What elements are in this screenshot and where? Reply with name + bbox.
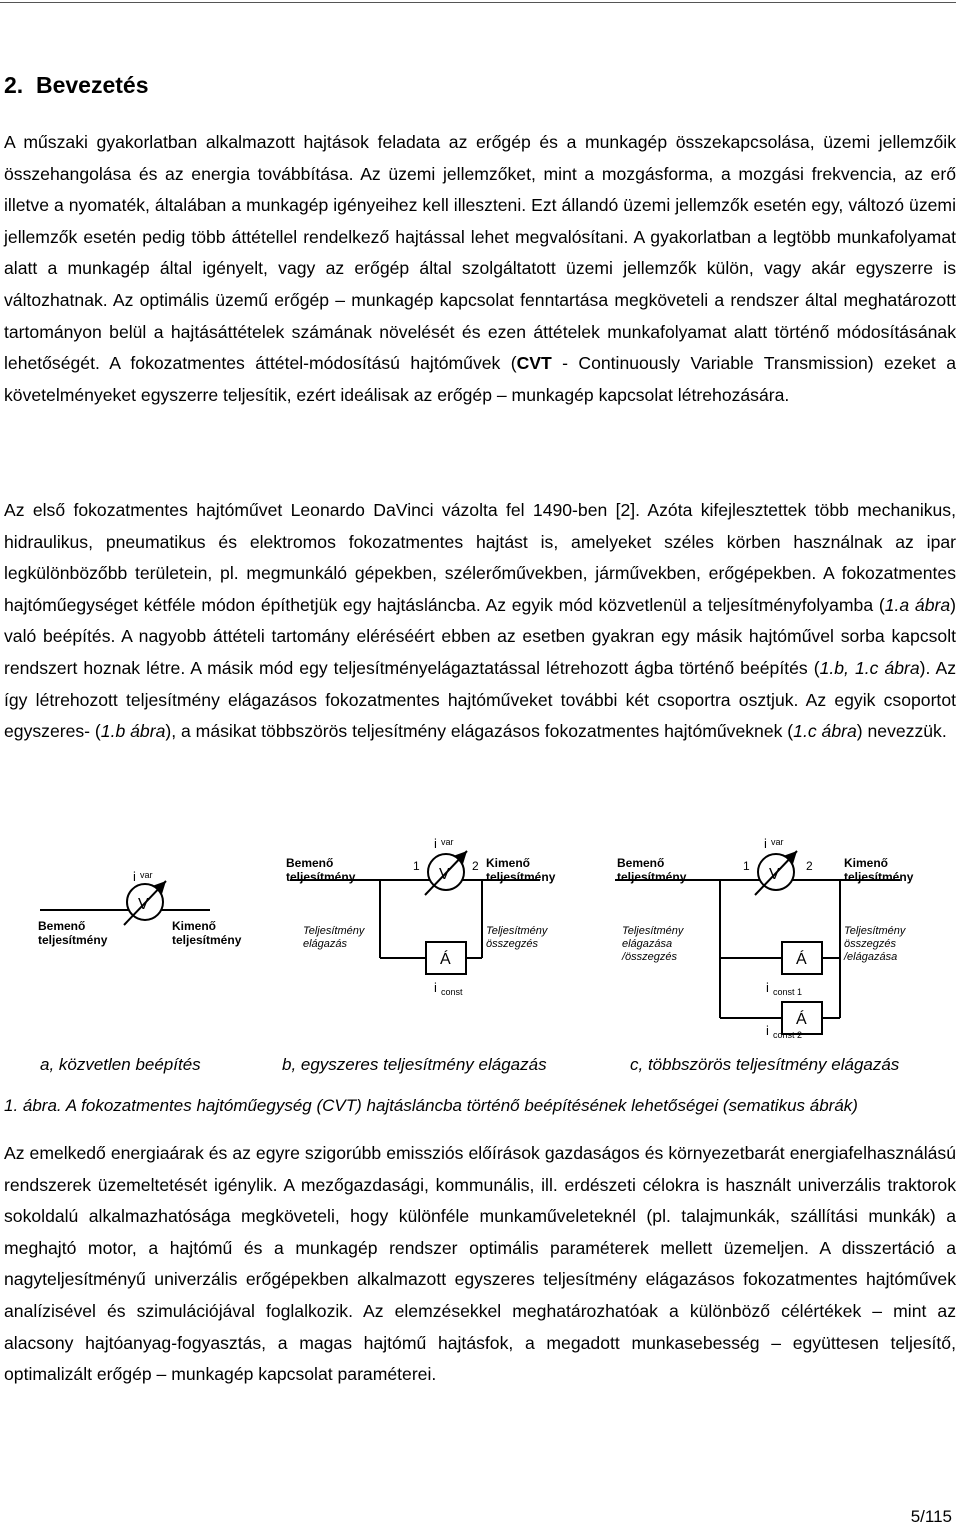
c-i-const2-sub: const 2 (773, 1030, 803, 1040)
b-i-main: i (434, 836, 437, 851)
cvt-schematic-figure (0, 830, 960, 1045)
b-constant-symbol: Á (440, 951, 451, 968)
b-i-var-sub: var (441, 837, 454, 847)
subcaption-b: b, egyszeres teljesítmény elágazás (282, 1055, 547, 1074)
c-constant-symbol-1: Á (796, 951, 807, 968)
c-node-2: 2 (806, 859, 813, 873)
subcaption-a: a, közvetlen beépítés (40, 1055, 201, 1074)
b-variator-symbol: V (439, 866, 450, 883)
a-variator-symbol: V (138, 896, 149, 913)
b-input-l1: Bemenő (286, 856, 334, 870)
b-flow-l2: elágazás (303, 938, 348, 950)
paragraph-2 (4, 495, 956, 748)
c-output-l1: Kimenő (844, 856, 889, 870)
b-flow-r1: Teljesítmény (486, 925, 548, 937)
b-i-const-sub: const (441, 987, 463, 997)
b-output-l2: teljesítmény (486, 870, 556, 884)
a-output-l2: teljesítmény (172, 933, 242, 947)
p1-text-2: - Continuously Variable Transmission) ezeket a követelményeket egyszerre teljesítik, ezért ideálisak az erőgép – munkagép kapcsolat létrehozására. (4, 353, 956, 405)
c-input-l2: teljesítmény (617, 870, 687, 884)
c-flow-l3: /összegzés (622, 951, 678, 963)
b-flow-l1: Teljesítmény (303, 925, 365, 937)
a-output-l1: Kimenő (172, 919, 217, 933)
figure-caption: 1. ábra. A fokozatmentes hajtóműegység (CVT) hajtásláncba történő beépítésének lehetőségei (sematikus ábrák) (4, 1096, 858, 1115)
p1-cvt-bold: CVT (516, 353, 552, 374)
page-number: 5/115 (910, 1507, 952, 1526)
c-variator-symbol: V (769, 866, 780, 883)
p2-text-2: ) való beépítés. A nagyobb áttételi tartomány eléréséért ebben az esetben gyakran egy másik hajtóművel sorba kapcsolt rendszert hoznak létre. A másik mód egy teljesítményelágaztatással létrehozott ágba történő beépítés ( (4, 594, 956, 678)
p2-text-1: Az első fokozatmentes hajtóművet Leonardo DaVinci vázolta fel 1490-ben [2]. Azóta kifejlesztettek több mechanikus, hidraulikus, pneumatikus és elektromos fokozatmentes hajtást is, amelyeket széles körben használnak az ipar legkülönbözőbb területein, pl. megmunkáló gépekben, szélerőművekben, járművekben, erőgépekben. A fokozatmentes hajtóműegységet kétféle módon építhetjük egy hajtásláncba. Az egyik mód közvetlenül a teljesítményfolyamba ( (4, 500, 956, 615)
section-heading: 2. Bevezetés (4, 72, 149, 98)
c-output-l2: teljesítmény (844, 870, 914, 884)
p2-text-4: ), a másikat többszörös teljesítmény elágazásos fokozatmentes hajtóműveknek ( (165, 721, 794, 742)
c-i-main: i (764, 836, 767, 851)
p2-ref-1bc: 1.b, 1.c ábra (819, 657, 920, 678)
c-i-var-sub: var (771, 837, 784, 847)
p2-text-3: ). Az így létrehozott teljesítmény elágazásos fokozatmentes hajtóműveket további két csoportra osztjuk. Az egyik csoportot egyszeres- ( (4, 657, 956, 742)
top-rule (0, 2, 956, 3)
paragraph-3: Az emelkedő energiaárak és az egyre szigorúbb emissziós előírások gazdaságos és környezetbarát energiafelhasználású rendszerek üzemeltetését igénylik. A mezőgazdasági, kommunális, ill. erdészeti célokra is használt univerzális traktorok sokoldalú alkalmazhatósága megköveteli, hogy különféle munkaműveleteknél (pl. talajmunkák, szállítási munkák) a meghajtó motor, a hajtómű és a munkagép rendszer optimális paraméterek mellett üzemeljen. A disszertáció a nagyteljesítményű univerzális erőgépekben alkalmazott egyszeres teljesítmény elágazásos fokozatmentes hajtóművek analízisével és szimulációjával foglalkozik. Az elemzésekkel meghatározhatóak a különböző célértékek – mint az alacsony hajtóanyag-fogyasztás, a magas hajtómű hajtásfok, a megadott munkasebesség – együttesen teljesítő, optimalizált erőgép – munkagép kapcsolat paraméterei. (4, 1143, 956, 1385)
c-flow-l1: Teljesítmény (622, 925, 684, 937)
c-flow-l2: elágazása (622, 938, 673, 950)
a-i-var-sub: var (140, 870, 153, 880)
p2-ref-1a: 1.a ábra (884, 594, 951, 615)
paragraph-1 (4, 127, 956, 411)
c-i-const2-main: i (766, 1023, 769, 1038)
p1-text-1: A műszaki gyakorlatban alkalmazott hajtások feladata az erőgép és a munkagép összekapcsolása, üzemi jellemzőik összehangolása és az energia továbbítása. Az üzemi jellemzőket, mint a mozgásforma, a mozgási frekvencia, az erő illetve a nyomaték, általában a munkagép igényeihez kell illeszteni. Ezt állandó üzemi jellemzők esetén egy, változó üzemi jellemzők esetén pedig több áttétellel rendelkező hajtással lehet megvalósítani. A gyakorlatban a legtöbb munkafolyamat alatt a munkagép által igényelt, vagy az erőgép által szolgáltatott üzemi jellemzők külön, vagy akár egyszerre is változhatnak. Az optimális üzemű erőgép – munkagép kapcsolat fenntartása megköveteli a rendszer által meghatározott tartományon belül a hajtásáttételek számának növelését és ezen áttételek munkafolyamat alatt történő módosításának lehetőségét. A fokozatmentes áttétel-módosítású hajtóművek ( (4, 132, 956, 374)
c-flow-r1: Teljesítmény (844, 925, 906, 937)
c-flow-r3: /elágazása (844, 951, 898, 963)
b-flow-r2: összegzés (486, 938, 538, 950)
c-constant-symbol-2: Á (796, 1011, 807, 1028)
p2-ref-1c: 1.c ábra (793, 721, 857, 742)
c-i-const1-main: i (766, 980, 769, 995)
c-i-const1-sub: const 1 (773, 987, 803, 997)
a-input-l1: Bemenő (38, 919, 86, 933)
p2-text-5: ) nevezzük. (856, 721, 947, 742)
a-i-main: i (133, 869, 136, 884)
b-input-l2: teljesítmény (286, 870, 356, 884)
b-node-1: 1 (413, 859, 420, 873)
b-node-2: 2 (472, 859, 479, 873)
c-node-1: 1 (743, 859, 750, 873)
c-flow-r2: összegzés (844, 938, 896, 950)
a-input-l2: teljesítmény (38, 933, 108, 947)
b-i-const-main: i (434, 980, 437, 995)
p2-ref-1b: 1.b ábra (100, 721, 166, 742)
subcaption-c: c, többszörös teljesítmény elágazás (630, 1055, 900, 1074)
b-output-l1: Kimenő (486, 856, 531, 870)
c-input-l1: Bemenő (617, 856, 665, 870)
